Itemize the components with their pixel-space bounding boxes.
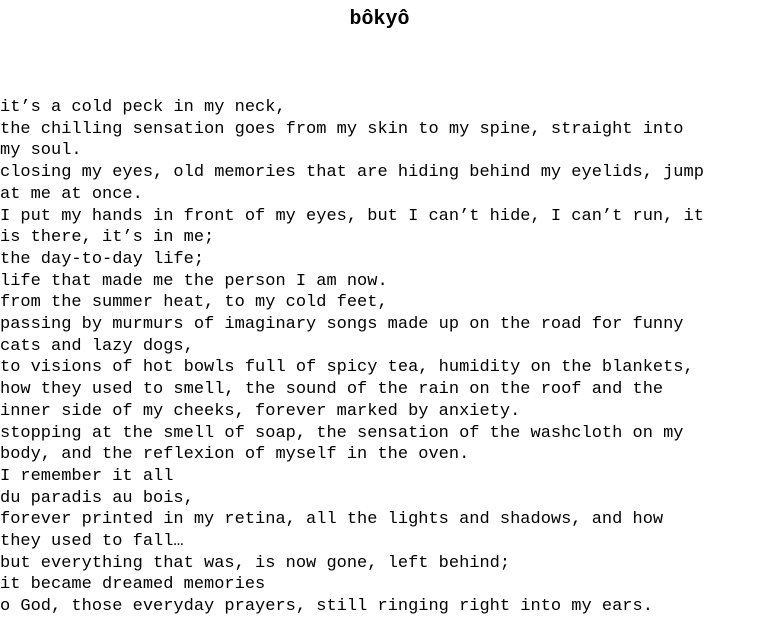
poem-line: du paradis au bois, <box>0 488 194 508</box>
poem-line: how they used to smell, the sound of the rain on the roof and the <box>0 380 664 400</box>
poem-line: body, and the reflexion of myself in the oven. <box>0 445 470 465</box>
poem-line: inner side of my cheeks, forever marked by anxiety. <box>0 401 521 421</box>
poem-line: at me at once. <box>0 184 143 204</box>
poem-line: I remember it all <box>0 466 174 486</box>
poem-title: bôkyô <box>349 8 410 31</box>
poem-body <box>0 97 759 618</box>
poem-line: the chilling sensation goes from my skin to my spine, straight into <box>0 119 684 139</box>
poem-line: the day-to-day life; <box>0 249 205 269</box>
poem-line: it’s a cold peck in my neck, <box>0 98 286 117</box>
poem-line: closing my eyes, old memories that are hiding behind my eyelids, jump <box>0 163 704 183</box>
poem-line: I put my hands in front of my eyes, but I can’t hide, I can’t run, it <box>0 206 704 226</box>
poem-line: o God, those everyday prayers, still ringing right into my ears. <box>0 597 653 617</box>
poem-line: forever printed in my retina, all the lights and shadows, and how <box>0 510 664 530</box>
poem-line: but everything that was, is now gone, left behind; <box>0 553 511 573</box>
poem-line: my soul. <box>0 141 82 161</box>
poem-line: passing by murmurs of imaginary songs made up on the road for funny <box>0 315 684 335</box>
poem-line: stopping at the smell of soap, the sensation of the washcloth on my <box>0 423 684 443</box>
poem-line: to visions of hot bowls full of spicy tea, humidity on the blankets, <box>0 358 694 378</box>
poem-line: from the summer heat, to my cold feet, <box>0 293 388 313</box>
poem-line: it became dreamed memories <box>0 575 266 595</box>
poem-line: is there, it’s in me; <box>0 228 215 248</box>
poem-line: life that made me the person I am now. <box>0 271 388 291</box>
poem-line: cats and lazy dogs, <box>0 336 194 356</box>
poem-line: they used to fall… <box>0 532 184 552</box>
